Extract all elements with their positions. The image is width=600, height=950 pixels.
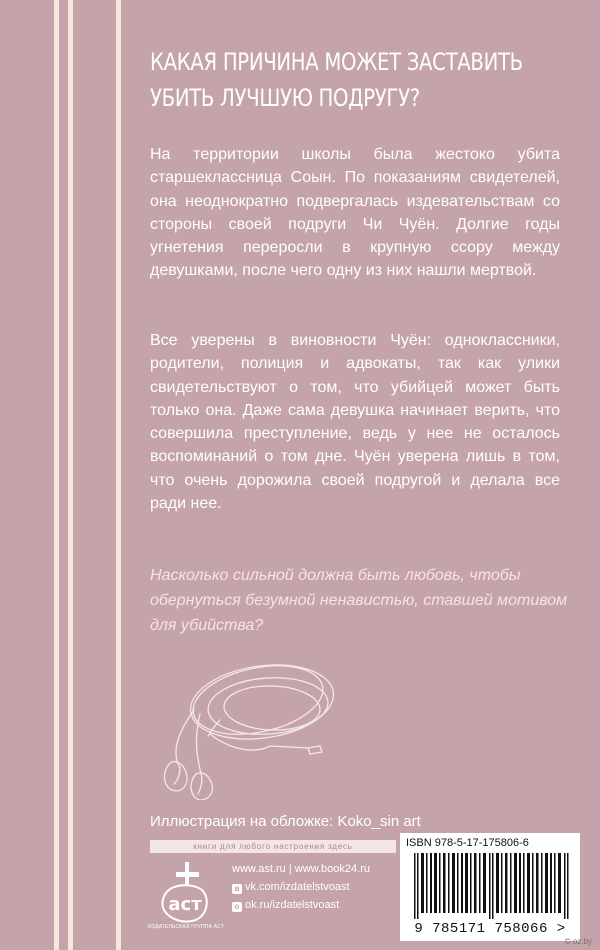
link-separator: | xyxy=(288,863,292,875)
decor-stripe-2 xyxy=(68,0,73,950)
description-paragraph-1: На территории школы была жестоко убита старшеклассница Соын. По показаниям свидетелей, она неоднократно подвергалась издевательствам со стороны своей подруги Чи Чуён. Долгие годы угнетения переросли в крупную ссору между девушками, после чего одну из них нашли мертвой. xyxy=(150,146,560,280)
vk-link[interactable]: vk.com/izdatelstvoast xyxy=(245,881,350,893)
earphones-illustration xyxy=(150,650,350,800)
site-link-ast[interactable]: www.ast.ru xyxy=(232,863,286,875)
credit-label: Иллюстрация на обложке: xyxy=(150,813,334,830)
site-link-book24[interactable]: www.book24.ru xyxy=(294,863,370,875)
tagline-quote: Насколько сильной должна быть любовь, чтобы обернуться безумной ненавистью, ставшей мотивом для убийства? xyxy=(150,567,568,634)
ast-logo-icon xyxy=(150,858,220,928)
ok-icon: о xyxy=(232,902,242,912)
cover-illustration-credit xyxy=(150,813,421,830)
vk-icon: в xyxy=(232,884,242,894)
ok-link[interactable]: ok.ru/izdatelstvoast xyxy=(245,899,340,911)
description-paragraph-2: Все уверены в виновности Чуён: одноклассники, родители, полиция и адвокаты, так как улики свидетельствуют о том, что убийцей может быть только она. Даже сама девушка начинает верить, что совершила преступление, ведь у нее не осталось воспоминаний о том дне. Чуён уверена лишь в том, что очень дорожила своей подругой и делала все ради нее. xyxy=(150,332,560,513)
decor-stripe-1 xyxy=(54,0,59,950)
publisher-group-label: ИЗДАТЕЛЬСКАЯ ГРУППА АСТ xyxy=(148,924,224,930)
credit-artist: Koko_sin art xyxy=(337,813,421,830)
publisher-links xyxy=(232,860,370,914)
isbn-number: ISBN 978-5-17-175806-6 xyxy=(406,837,529,849)
barcode-digits: 9 785171 758066 > xyxy=(414,921,566,937)
barcode-icon xyxy=(414,853,570,919)
watermark: © oz.by xyxy=(564,937,592,946)
barcode-block xyxy=(400,833,580,941)
svg-text:аст: аст xyxy=(168,894,202,915)
publisher-tagline: книги для любого настроения здесь xyxy=(150,840,396,853)
back-cover-title: КАКАЯ ПРИЧИНА МОЖЕТ ЗАСТАВИТЬ УБИТЬ ЛУЧШУЮ ПОДРУГУ? xyxy=(150,48,523,112)
decor-stripe-3 xyxy=(116,0,121,950)
